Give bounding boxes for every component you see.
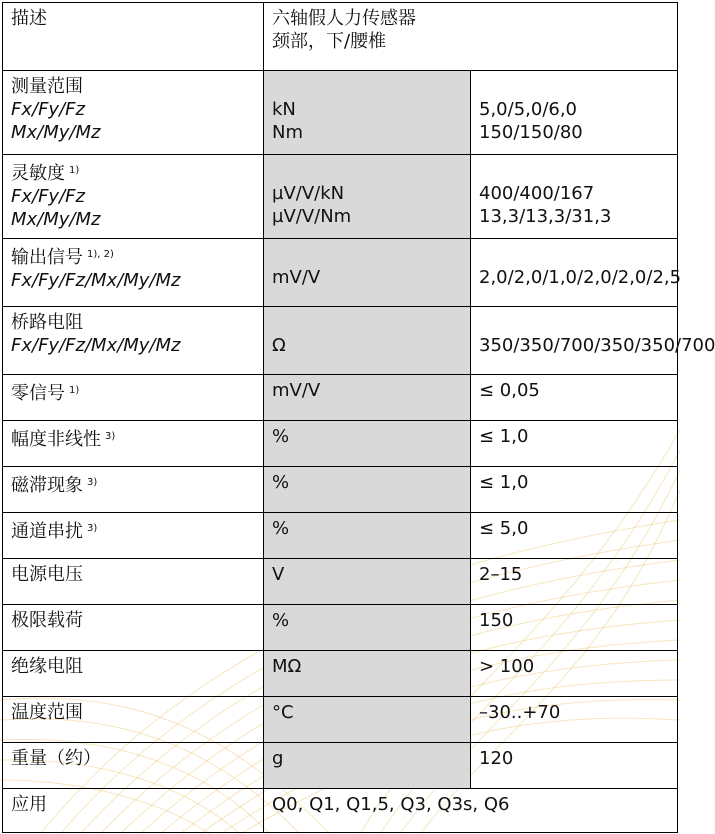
row-unit1: % bbox=[272, 426, 290, 447]
row-name: 极限载荷 bbox=[11, 610, 83, 631]
row-name: 磁滞现象 bbox=[11, 475, 83, 496]
row-name: 测量范围 bbox=[11, 76, 83, 97]
row-name: 通道串扰 bbox=[11, 521, 83, 542]
header-title-line2: 颈部，下/腰椎 bbox=[272, 31, 387, 52]
row-sub1: Fx/Fy/Fz bbox=[11, 99, 85, 120]
row-note: 1) bbox=[69, 165, 80, 176]
row-name: 电源电压 bbox=[11, 564, 83, 585]
row-unit1: kN bbox=[272, 99, 296, 120]
table-row bbox=[3, 467, 678, 513]
table-row bbox=[3, 743, 678, 789]
row-val1: > 100 bbox=[479, 656, 535, 677]
row-sub2: Mx/My/Mz bbox=[11, 122, 101, 143]
row-val1: ≤ 1,0 bbox=[479, 472, 529, 493]
row-val1: ≤ 1,0 bbox=[479, 426, 529, 447]
row-unit1: mV/V bbox=[272, 380, 321, 401]
row-name: 幅度非线性 bbox=[11, 429, 101, 450]
row-val1: –30..+70 bbox=[479, 702, 561, 723]
footer-label: 应用 bbox=[11, 794, 47, 815]
table-row bbox=[3, 651, 678, 697]
table-row bbox=[3, 513, 678, 559]
row-name: 重量（约） bbox=[11, 748, 101, 769]
header-label-cell bbox=[3, 3, 264, 71]
row-val1: ≤ 5,0 bbox=[479, 518, 529, 539]
row-val1: 150 bbox=[479, 610, 514, 631]
row-name: 灵敏度 bbox=[11, 163, 65, 184]
table-row bbox=[3, 697, 678, 743]
row-sub2: Mx/My/Mz bbox=[11, 209, 101, 230]
row-unit1: % bbox=[272, 472, 290, 493]
footer-value: Q0, Q1, Q1,5, Q3, Q3s, Q6 bbox=[272, 794, 510, 815]
row-unit1: Ω bbox=[272, 335, 286, 356]
table-row bbox=[3, 421, 678, 467]
row-note: 1) bbox=[69, 385, 80, 396]
row-val1: 120 bbox=[479, 748, 514, 769]
row-unit1: V bbox=[272, 564, 285, 585]
row-sub1: Fx/Fy/Fz/Mx/My/Mz bbox=[11, 270, 181, 291]
row-unit1: µV/V/kN bbox=[272, 183, 345, 204]
row-unit1: MΩ bbox=[272, 656, 302, 677]
table-row bbox=[3, 605, 678, 651]
spec-table bbox=[2, 2, 715, 833]
row-note: 1), 2) bbox=[87, 249, 114, 260]
table-row bbox=[3, 71, 678, 155]
row-unit2: µV/V/Nm bbox=[272, 206, 352, 227]
row-name: 零信号 bbox=[11, 383, 65, 404]
header-title-line1: 六轴假人力传感器 bbox=[272, 8, 416, 29]
row-val1: 5,0/5,0/6,0 bbox=[479, 99, 578, 120]
footer-row bbox=[3, 789, 678, 833]
row-name: 桥路电阻 bbox=[11, 312, 83, 333]
row-val1: 400/400/167 bbox=[479, 183, 595, 204]
row-note: 3) bbox=[87, 523, 98, 534]
row-val1: 2,0/2,0/1,0/2,0/2,0/2,5 bbox=[479, 267, 682, 288]
row-val2: 13,3/13,3/31,3 bbox=[479, 206, 612, 227]
row-name: 输出信号 bbox=[11, 247, 83, 268]
spec-table-body bbox=[3, 3, 715, 833]
row-note: 3) bbox=[105, 431, 116, 442]
row-name: 温度范围 bbox=[11, 702, 83, 723]
table-row bbox=[3, 559, 678, 605]
table-row bbox=[3, 307, 678, 375]
header-title-cell bbox=[264, 3, 678, 71]
row-sub1: Fx/Fy/Fz bbox=[11, 186, 85, 207]
header-label: 描述 bbox=[11, 8, 47, 29]
row-unit1: % bbox=[272, 518, 290, 539]
table-row bbox=[3, 239, 678, 307]
row-name: 绝缘电阻 bbox=[11, 656, 83, 677]
row-unit1: % bbox=[272, 610, 290, 631]
row-sub1: Fx/Fy/Fz/Mx/My/Mz bbox=[11, 335, 181, 356]
row-unit1: g bbox=[272, 748, 284, 769]
row-val1: ≤ 0,05 bbox=[479, 380, 540, 401]
row-val2: 150/150/80 bbox=[479, 122, 583, 143]
row-val1: 350/350/700/350/350/700 bbox=[479, 335, 715, 356]
row-unit1: mV/V bbox=[272, 267, 321, 288]
table-row bbox=[3, 375, 678, 421]
table-row bbox=[3, 155, 678, 239]
header-row bbox=[3, 3, 678, 71]
row-note: 3) bbox=[87, 477, 98, 488]
row-val1: 2–15 bbox=[479, 564, 523, 585]
row-unit2: Nm bbox=[272, 122, 303, 143]
row-unit1: °C bbox=[272, 702, 294, 723]
